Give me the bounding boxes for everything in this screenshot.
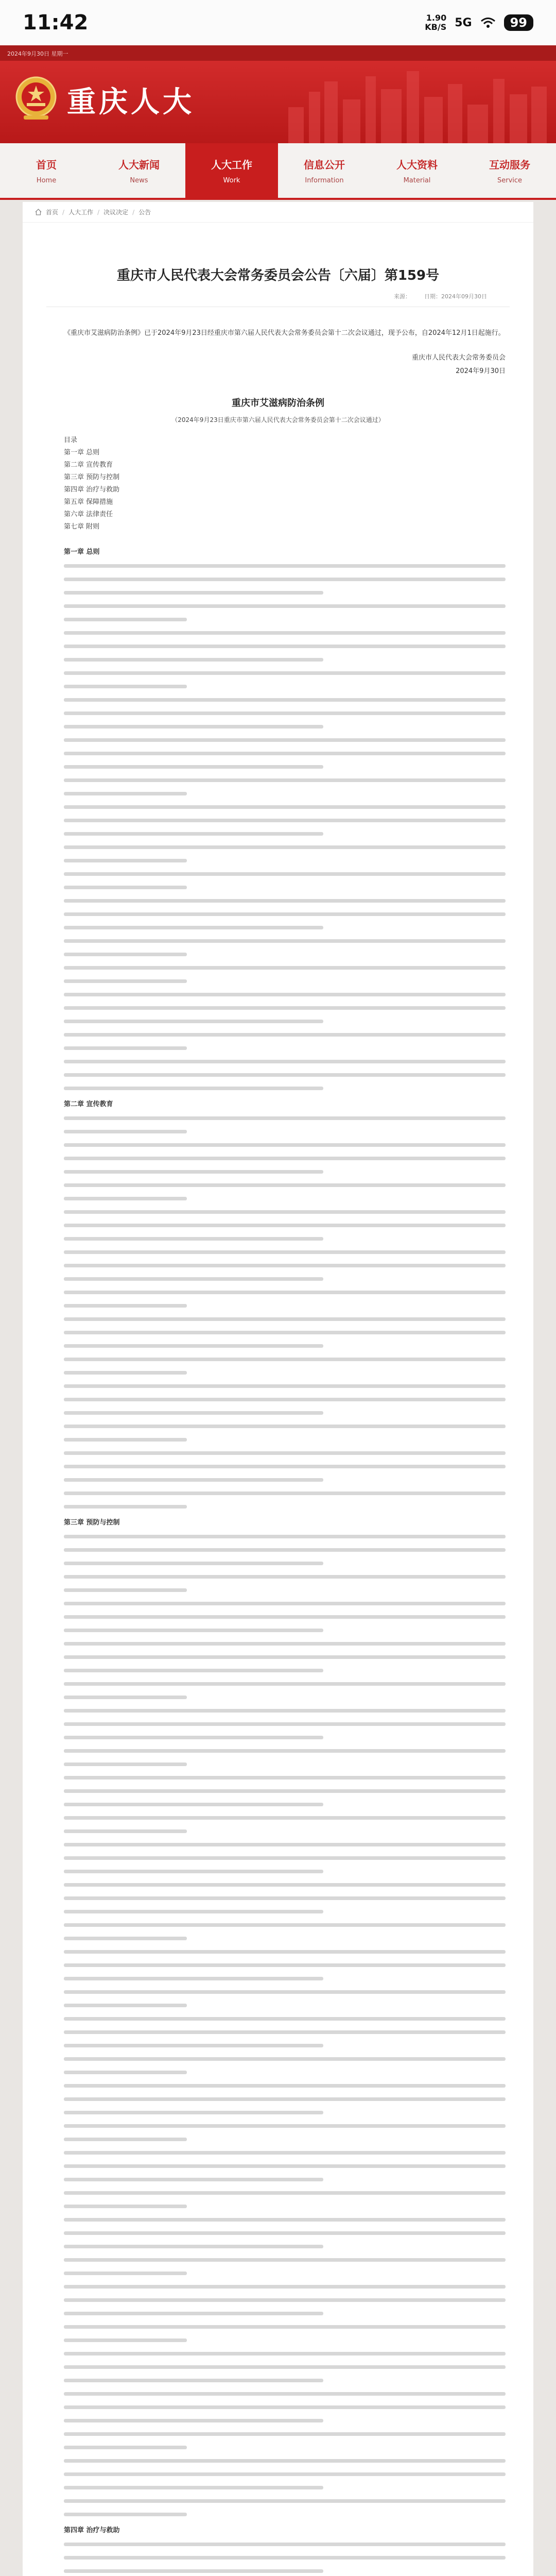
article-text-line: [50, 1556, 506, 1570]
article-text-line: [50, 1165, 506, 1178]
article-text-line: [50, 1111, 506, 1125]
article-text-line: [50, 773, 506, 787]
article-text-line: [50, 747, 506, 760]
toc-item: 第五章 保障措施: [64, 498, 113, 506]
nav-item-material[interactable]: 人大资料 Material: [396, 159, 438, 184]
article-text-line: [50, 2427, 506, 2441]
toc-item: 第一章 总则: [64, 449, 100, 456]
toc-item: 第三章 预防与控制: [64, 473, 120, 481]
article-text-line: [50, 1339, 506, 1352]
article-text-line: [50, 1731, 506, 1744]
article-text-line: [50, 1891, 506, 1905]
article-text-line: [50, 680, 506, 693]
article-text-line: [50, 1717, 506, 1731]
article-text-line: [50, 2414, 506, 2427]
site-header: [0, 61, 556, 143]
article-text-line: [50, 1972, 506, 1985]
article-text-line: [50, 1419, 506, 1433]
article-text-line: [50, 2213, 506, 2226]
article-text-line: [50, 1081, 506, 1095]
article-text-line: [50, 2039, 506, 2052]
notice-intro: 《重庆市艾滋病防治条例》已于2024年9月23日经重庆市第六届人民代表大会常务委员会第十二次会议通过，现予公布，自2024年12月1日起施行。: [64, 329, 505, 337]
article-text-line: [50, 988, 506, 1001]
article-date: 日期：2024年09月30日: [424, 293, 487, 300]
article-text-line: [50, 1218, 506, 1232]
article-text-line: [50, 559, 506, 572]
article-text-line: [50, 1784, 506, 1798]
article-text-line: [50, 1824, 506, 1838]
toc-item: 第四章 治疗与救助: [64, 486, 120, 494]
article-text-line: [50, 706, 506, 720]
article-text-line: [50, 814, 506, 827]
law-title: 重庆市艾滋病防治条例: [232, 398, 324, 409]
chapter-heading: 第三章 预防与控制: [64, 1519, 120, 1527]
article-text-line: [50, 1326, 506, 1339]
article-page: [23, 202, 533, 2576]
article-text-line: [50, 1771, 506, 1784]
article-text-line: [50, 2307, 506, 2320]
network-speed: 1.90 KB/S: [425, 13, 447, 32]
article-text-line: [50, 2320, 506, 2333]
article-text-line: [50, 2025, 506, 2039]
article-text-line: [50, 1650, 506, 1664]
article-text-line: [50, 840, 506, 854]
article-text-line: [50, 1500, 506, 1513]
status-time: 11:42: [23, 11, 89, 35]
table-of-contents: [23, 424, 533, 533]
article-text-line: [50, 2199, 506, 2213]
breadcrumb-notice[interactable]: 公告: [138, 209, 151, 216]
article-text-line: [50, 1838, 506, 1851]
article-text-line: [50, 2537, 506, 2551]
article-text-line: [50, 2132, 506, 2146]
article-text-line: [50, 666, 506, 680]
nav-item-work[interactable]: 人大工作 Work: [185, 143, 278, 198]
article-text-line: [50, 1245, 506, 1259]
article-text-line: [50, 2494, 506, 2507]
article-text-line: [50, 760, 506, 773]
article-text-line: [50, 827, 506, 840]
article-text-line: [50, 586, 506, 599]
article-text-line: [50, 867, 506, 880]
article-text-line: [50, 934, 506, 947]
article-text-line: [50, 1543, 506, 1556]
article-text-line: [50, 2240, 506, 2253]
law-body: [23, 533, 533, 2576]
article-text-line: [50, 1406, 506, 1419]
article-text-line: [50, 1379, 506, 1393]
article-text-line: [50, 1192, 506, 1205]
article-text-line: [50, 2441, 506, 2454]
main-nav: [0, 143, 556, 200]
article-text-line: [50, 1041, 506, 1055]
article-text-line: [50, 2266, 506, 2280]
article-text-line: [50, 2226, 506, 2240]
article-text-line: [50, 1704, 506, 1717]
nav-item-service[interactable]: 互动服务 Service: [489, 159, 530, 184]
toc-label: 目录: [64, 436, 78, 444]
article-text-line: [50, 1299, 506, 1312]
article-text-line: [50, 1028, 506, 1041]
article-text-line: [50, 2551, 506, 2564]
article-text-line: [50, 1312, 506, 1326]
article-text-line: [50, 1597, 506, 1610]
article-text-line: [50, 1205, 506, 1218]
nav-item-information[interactable]: 信息公开 Information: [304, 159, 345, 184]
article-text-line: [50, 1811, 506, 1824]
article-text-line: [50, 1530, 506, 1543]
article-text-line: [50, 2146, 506, 2159]
article-text-line: [50, 894, 506, 907]
site-top-strip: 2024年9月30日 星期一: [0, 45, 556, 61]
article-text-line: [50, 1985, 506, 1998]
article-meta: [23, 284, 533, 300]
article-text-line: [50, 1744, 506, 1757]
article-text-line: [50, 1433, 506, 1446]
article-text-line: [50, 880, 506, 894]
article-text-line: [50, 1352, 506, 1366]
article-text-line: [50, 1851, 506, 1865]
article-text-line: [50, 1014, 506, 1028]
article-text-line: [50, 961, 506, 974]
wifi-icon: [480, 17, 496, 28]
article-text-line: [50, 2052, 506, 2065]
chapter-heading: 第二章 宣传教育: [64, 1100, 113, 1108]
article-text-line: [50, 2159, 506, 2173]
network-type: 5G: [455, 16, 472, 29]
article-text-line: [50, 1366, 506, 1379]
article-text-line: [50, 2079, 506, 2092]
nav-item-news[interactable]: 人大新闻 News: [118, 159, 160, 184]
breadcrumb-home[interactable]: 首页: [46, 209, 59, 216]
article-text-line: [50, 1068, 506, 1081]
article-text-line: [50, 720, 506, 733]
article-text-line: [50, 1138, 506, 1151]
article-source: 来源：: [394, 293, 411, 300]
article-text-line: [50, 1690, 506, 1704]
national-emblem-icon: [14, 75, 58, 122]
article-text-line: [50, 1623, 506, 1637]
article-text-line: [50, 1798, 506, 1811]
article-text-line: [50, 2507, 506, 2521]
article-text-line: [50, 1637, 506, 1650]
article-text-line: [50, 1232, 506, 1245]
page-title: 重庆市人民代表大会常务委员会公告〔六届〕第159号: [116, 268, 440, 283]
phone-status-bar: [0, 0, 556, 45]
article-text-line: [50, 2012, 506, 2025]
signature-date: 2024年9月30日: [456, 367, 506, 375]
article-text-line: [50, 2387, 506, 2400]
article-text-line: [50, 653, 506, 666]
chapter-heading: 第四章 治疗与救助: [64, 2527, 120, 2534]
article-text-line: [50, 2173, 506, 2186]
article-text-line: [50, 1931, 506, 1945]
article-text-line: [50, 1583, 506, 1597]
article-text-line: [50, 1570, 506, 1583]
article-text-line: [50, 1125, 506, 1138]
article-text-line: [50, 1178, 506, 1192]
article-text-line: [50, 1151, 506, 1165]
article-text-line: [50, 2454, 506, 2467]
article-text-line: [50, 693, 506, 706]
article-text-line: [50, 1918, 506, 1931]
article-text-line: [50, 1945, 506, 1958]
article-text-line: [50, 2253, 506, 2266]
toc-item: 第七章 附则: [64, 523, 100, 531]
article-text-line: [50, 2092, 506, 2106]
article-text-line: [50, 1905, 506, 1918]
article-text-line: [50, 921, 506, 934]
article-text-line: [50, 1055, 506, 1068]
article-text-line: [50, 2119, 506, 2132]
article-text-line: [50, 1272, 506, 1285]
article-text-line: [50, 947, 506, 961]
article-text-line: [50, 1001, 506, 1014]
nav-item-home[interactable]: 首页 Home: [36, 159, 57, 184]
article-text-line: [50, 1393, 506, 1406]
article-text-line: [50, 2280, 506, 2293]
article-text-line: [50, 733, 506, 747]
article-text-line: [50, 572, 506, 586]
city-skyline-decoration: [268, 61, 556, 143]
law-subtitle: （2024年9月23日重庆市第六届人民代表大会常务委员会第十二次会议通过）: [171, 416, 385, 423]
chapter-heading: 第一章 总则: [64, 548, 100, 556]
article-text-line: [50, 2467, 506, 2481]
article-text-line: [50, 2481, 506, 2494]
article-text-line: [50, 2347, 506, 2360]
article-text-line: [50, 1998, 506, 2012]
article-text-line: [50, 2106, 506, 2119]
article-text-line: [50, 1610, 506, 1623]
article-text-line: [50, 907, 506, 921]
article-text-line: [50, 1958, 506, 1972]
article-text-line: [50, 800, 506, 814]
article-text-line: [50, 626, 506, 639]
article-text-line: [50, 2374, 506, 2387]
article-text-line: [50, 2333, 506, 2347]
article-text-line: [50, 1285, 506, 1299]
home-icon: [35, 209, 42, 215]
article-text-line: [50, 787, 506, 800]
article-text-line: [50, 1878, 506, 1891]
article-text-line: [50, 1486, 506, 1500]
article-text-line: [50, 1664, 506, 1677]
notice-signature: [23, 340, 533, 378]
article-text-line: [50, 2360, 506, 2374]
site-name[interactable]: 重庆人大: [67, 86, 195, 119]
breadcrumb-resolutions[interactable]: 决议决定: [103, 209, 129, 216]
article-text-line: [50, 1460, 506, 1473]
article-text-line: [50, 2293, 506, 2307]
article-text-line: [50, 2564, 506, 2576]
article-text-line: [50, 2065, 506, 2079]
article-text-line: [50, 2186, 506, 2199]
article-text-line: [50, 854, 506, 867]
toc-item: 第二章 宣传教育: [64, 461, 113, 469]
article-text-line: [50, 1259, 506, 1272]
article-text-line: [50, 599, 506, 613]
signature-org: 重庆市人民代表大会常务委员会: [411, 354, 506, 362]
article-text-line: [50, 1446, 506, 1460]
article-text-line: [50, 1757, 506, 1771]
article-text-line: [50, 613, 506, 626]
article-text-line: [50, 639, 506, 653]
article-text-line: [50, 1677, 506, 1690]
article-text-line: [50, 974, 506, 988]
toc-item: 第六章 法律责任: [64, 511, 113, 518]
battery-icon: 99: [504, 14, 533, 31]
article-text-line: [50, 2400, 506, 2414]
article-text-line: [50, 1865, 506, 1878]
article-text-line: [50, 1473, 506, 1486]
breadcrumb-work[interactable]: 人大工作: [68, 209, 94, 216]
breadcrumb: 首页 / 人大工作 / 决议决定 / 公告: [23, 202, 533, 223]
